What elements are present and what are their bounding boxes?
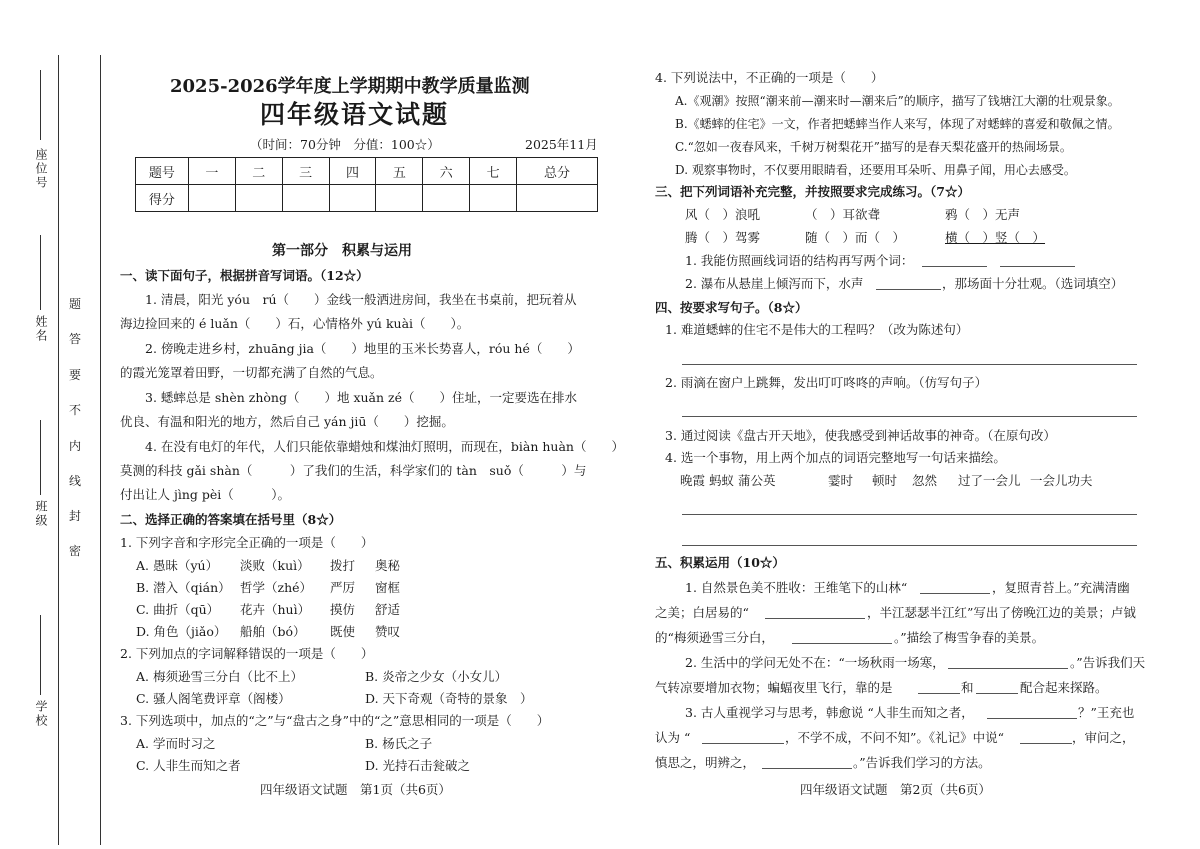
q1-option: C. 曲折（qū）: [136, 602, 220, 617]
answer-blank[interactable]: [920, 593, 990, 594]
s1-line: 1. 清晨，阳光 yóu rú（ ）金线一般洒进房间，我坐在书桌前，把玩着从: [145, 292, 577, 307]
s3-q2-part2: ，那场面十分壮观。（选词填空）: [942, 276, 1124, 291]
section-5-title: 五、积累运用（10☆）: [655, 555, 785, 570]
q4-option: B.《蟋蟀的住宅》一文，作者把蟋蟀当作人来写，体现了对蟋蟀的喜爱和敬佩之情。: [675, 117, 1120, 131]
answer-blank[interactable]: [762, 768, 852, 769]
score-cell: 题号: [136, 158, 189, 185]
q3-option: A. 学而时习之: [136, 736, 216, 751]
part-title: 第一部分 积累与运用: [272, 243, 412, 259]
s5-text: ，不学不成，不问不知”。《礼记》中说“: [785, 730, 1005, 745]
s4-word: 忽然: [912, 473, 938, 488]
score-input-cell[interactable]: [470, 185, 517, 212]
s5-text: 之美；白居易的“: [655, 605, 749, 620]
score-input-cell[interactable]: [282, 185, 329, 212]
idiom-blank-underlined: 横（ ）竖（ ）: [945, 230, 1046, 245]
q4-option: C.“忽如一夜春风来，千树万树梨花开”描写的是春天梨花盛开的热闹场景。: [675, 140, 1072, 154]
q3-option: C. 人非生而知之者: [136, 758, 241, 773]
q1-option: 船舶（bó）: [240, 624, 306, 639]
idiom-blank: 腾（ ）驾雾: [685, 230, 761, 245]
section-3-title: 三、把下列词语补充完整，并按照要求完成练习。（7☆）: [655, 184, 970, 199]
q2-option: B. 炎帝之少女（小女儿）: [365, 669, 508, 684]
idiom-blank: （ ）耳欲聋: [805, 207, 881, 222]
s5-text: 2. 生活中的学问无处不在：“一场秋雨一场寒，: [685, 655, 945, 670]
s4-q4: 4. 选一个事物，用上两个加点的词语完整地写一句话来描绘。: [665, 450, 1006, 465]
score-cell: 六: [423, 158, 470, 185]
q1-option: 既使: [330, 624, 356, 639]
answer-line[interactable]: [682, 364, 1137, 365]
s5-text: 。”告诉我们学习的方法。: [853, 755, 991, 770]
s5-text: 1. 自然景色美不胜收：王维笔下的山林“: [685, 580, 908, 595]
q2-option: A. 梅须逊雪三分白（比不上）: [136, 669, 303, 684]
s5-text: 慎思之，明辨之，: [655, 755, 756, 770]
answer-blank[interactable]: [976, 693, 1018, 694]
answer-blank[interactable]: [922, 266, 987, 267]
score-input-cell[interactable]: [517, 185, 598, 212]
class-label: 班级: [34, 500, 48, 528]
seal-char: 答: [69, 332, 82, 346]
exam-subtitle: 四年级语文试题: [260, 100, 450, 129]
q2-option: C. 骚人阁笔费评章（阁楼）: [136, 691, 291, 706]
s5-text: 和: [961, 680, 974, 695]
s4-word: 顿时: [872, 473, 898, 488]
q3-option: B. 杨氏之子: [365, 736, 433, 751]
s5-text: ？”王充也: [1078, 705, 1135, 720]
s1-line: 4. 在没有电灯的年代，人们只能依靠蜡烛和煤油灯照明，而现在，biàn huàn（ ）: [145, 439, 624, 454]
q1-option: 淡败（kuì）: [240, 558, 310, 573]
s1-line: 2. 傍晚走进乡村，zhuāng jia（ ）地里的玉米长势喜人，róu hé（ ）: [145, 341, 580, 356]
s5-text: 配合起来探路。: [1020, 680, 1108, 695]
answer-blank[interactable]: [1020, 743, 1072, 744]
s4-word: 霎时: [828, 473, 854, 488]
seal-char: 要: [69, 368, 82, 382]
q1-stem: 1. 下列字音和字形完全正确的一项是（ ）: [120, 535, 374, 550]
page-footer-left: 四年级语文试题 第1页（共6页）: [260, 782, 451, 797]
s1-line: 莫测的科技 gǎi shàn（ ）了我们的生活，科学家们的 tàn suǒ（ ）与: [120, 463, 587, 478]
q1-option: D. 角色（jiǎo）: [136, 624, 227, 639]
s5-text: 。”描绘了梅雪争春的美景。: [894, 630, 1045, 645]
seal-char: 内: [69, 439, 82, 453]
score-cell: 总分: [517, 158, 598, 185]
seal-char: 不: [69, 403, 82, 417]
q4-stem: 4. 下列说法中，不正确的一项是（ ）: [655, 70, 884, 85]
s1-line: 的霞光笼罩着田野，一切都充满了自然的气息。: [120, 365, 383, 380]
q2-stem: 2. 下列加点的字词解释错误的一项是（ ）: [120, 646, 374, 661]
s5-text: ，半江瑟瑟半江红”写出了傍晚江边的美景；卢钺: [867, 605, 1136, 620]
s3-q2-part1: 2. 瀑布从悬崖上倾泻而下，水声: [685, 276, 864, 291]
idiom-blank: 鸦（ ）无声: [945, 207, 1021, 222]
s3-q1: 1. 我能仿照画线词语的结构再写两个词：: [685, 253, 914, 268]
exam-date: 2025年11月: [525, 137, 598, 152]
s5-text: ，复照青苔上。”充满清幽: [992, 580, 1130, 595]
q1-option: 奥秘: [375, 558, 401, 573]
q1-option: 花卉（huì）: [240, 602, 311, 617]
s5-text: 的“梅须逊雪三分白，: [655, 630, 774, 645]
s1-line: 付出让人 jìng pèi（ ）。: [120, 487, 291, 502]
s4-word: 过了一会儿: [958, 473, 1021, 488]
s1-line: 海边捡回来的 é luǎn（ ）石，心情格外 yú kuài（ ）。: [120, 316, 470, 331]
page-footer-right: 四年级语文试题 第2页（共6页）: [800, 782, 991, 797]
score-table-header-row: [136, 158, 598, 185]
seal-char: 题: [69, 297, 82, 311]
score-table: [135, 157, 598, 212]
q1-option: 摸仿: [330, 602, 356, 617]
answer-line[interactable]: [682, 545, 1137, 546]
q2-option: D. 天下奇观（奇特的景象 ）: [365, 691, 533, 706]
answer-blank[interactable]: [918, 693, 960, 694]
score-input-cell[interactable]: [329, 185, 376, 212]
s4-q3: 3. 通过阅读《盘古开天地》，使我感受到神话故事的神奇。（在原句改）: [665, 428, 1056, 443]
answer-line[interactable]: [682, 514, 1137, 515]
s5-text: 气转凉要增加衣物；蝙蝠夜里飞行，靠的是: [655, 680, 893, 695]
score-cell: 三: [282, 158, 329, 185]
q1-option: B. 潜入（qián）: [136, 580, 231, 595]
q1-option: 舒适: [375, 602, 401, 617]
s1-line: 3. 蟋蟀总是 shèn zhòng（ ）地 xuǎn zé（ ）住址，一定要选在排水: [145, 390, 578, 405]
q1-option: 哲学（zhé）: [240, 580, 313, 595]
score-input-cell[interactable]: [188, 185, 235, 212]
answer-blank[interactable]: [876, 289, 941, 290]
answer-blank[interactable]: [948, 668, 1068, 669]
exam-title: 2025-2026学年度上学期期中教学质量监测: [170, 76, 530, 97]
s5-text: ，审问之，: [1072, 730, 1135, 745]
s5-text: 3. 古人重视学习与思考，韩愈说 “人非生而知之者，: [685, 705, 974, 720]
section-1-title: 一、读下面句子，根据拼音写词语。（12☆）: [120, 268, 369, 283]
seal-char: 封: [69, 509, 82, 523]
score-table-score-row: [136, 185, 598, 212]
s5-text: 。”告诉我们天: [1070, 655, 1146, 670]
answer-blank[interactable]: [1000, 266, 1075, 267]
score-cell: 四: [329, 158, 376, 185]
answer-line[interactable]: [682, 416, 1137, 417]
q1-option: 严厉: [330, 580, 356, 595]
q4-option: A.《观潮》按照“潮来前—潮来时—潮来后”的顺序，描写了钱塘江大潮的壮观景象。: [675, 94, 1120, 108]
s4-q1: 1. 难道蟋蟀的住宅不是伟大的工程吗？（改为陈述句）: [665, 322, 969, 337]
right-page: [620, 0, 1200, 849]
score-cell: 五: [376, 158, 423, 185]
section-2-title: 二、选择正确的答案填在括号里（8☆）: [120, 512, 342, 527]
seal-char: 线: [69, 474, 82, 488]
q3-option: D. 光持石击瓮破之: [365, 758, 471, 773]
name-label: 姓名: [34, 315, 48, 343]
q4-option: D. 观察事物时，不仅要用眼睛看，还要用耳朵听、用鼻子闻，用心去感受。: [675, 163, 1076, 177]
seal-char: 密: [69, 544, 82, 558]
answer-blank[interactable]: [987, 718, 1077, 719]
s1-line: 优良、有温和阳光的地方，然后自己 yán jiū（ ）挖掘。: [120, 414, 454, 429]
score-row-label: 得分: [136, 185, 189, 212]
score-cell: 一: [188, 158, 235, 185]
q1-option: 拨打: [330, 558, 356, 573]
section-4-title: 四、按要求写句子。（8☆）: [655, 300, 808, 315]
score-cell: 二: [235, 158, 282, 185]
idiom-blank: 随（ ）而（ ）: [805, 230, 906, 245]
s5-text: 认为 “: [655, 730, 691, 745]
score-input-cell[interactable]: [376, 185, 423, 212]
score-cell: 七: [470, 158, 517, 185]
school-label: 学校: [34, 700, 48, 728]
s4-nouns: 晚霞 蚂蚁 蒲公英: [680, 473, 776, 488]
answer-blank[interactable]: [765, 618, 865, 619]
s4-q2: 2. 雨滴在窗户上跳舞，发出叮叮咚咚的声响。（仿写句子）: [665, 375, 988, 390]
seat-number-label: 座位号: [34, 148, 48, 190]
score-input-cell[interactable]: [235, 185, 282, 212]
score-input-cell[interactable]: [423, 185, 470, 212]
idiom-blank: 风（ ）浪吼: [685, 207, 761, 222]
q1-option: 窗框: [375, 580, 401, 595]
time-score-info: （时间：70分钟 分值：100☆）: [250, 137, 440, 152]
q1-option: 赞叹: [375, 624, 401, 639]
q1-option: A. 愚昧（yú）: [136, 558, 219, 573]
answer-blank[interactable]: [702, 743, 784, 744]
q3-stem: 3. 下列选项中，加点的“之”与“盘古之身”中的“之”意思相同的一项是（ ）: [120, 713, 550, 728]
answer-blank[interactable]: [792, 643, 892, 644]
s4-word: 一会儿功夫: [1030, 473, 1093, 488]
